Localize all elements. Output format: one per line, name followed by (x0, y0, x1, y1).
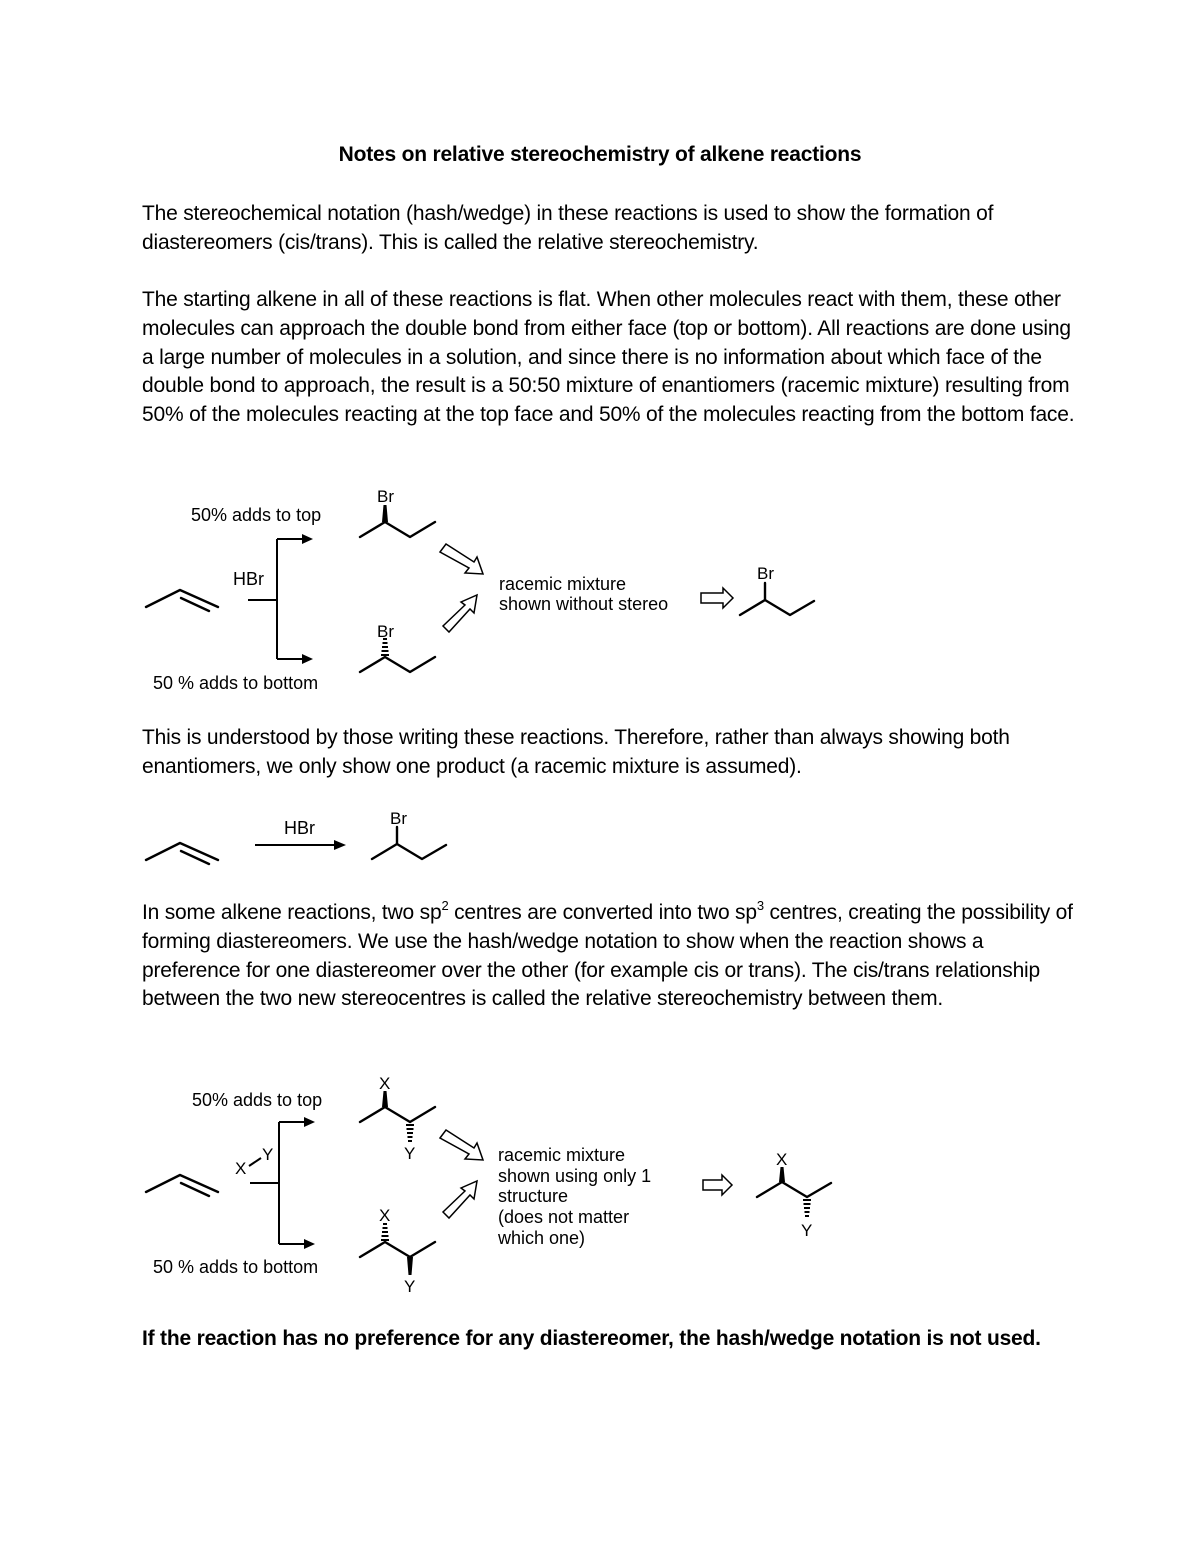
racemic-label-line2: shown without stereo (499, 594, 669, 614)
svg-text:which one): which one) (498, 1228, 586, 1248)
paragraph-intro: The stereochemical notation (hash/wedge) in these reactions is used to show the formation of diastereomers (cis/trans). This is called the relative stereochemistry. (142, 202, 994, 254)
reaction-scheme-hbr-simple (0, 808, 1200, 878)
paragraph-racemic: The starting alkene in all of these reactions is flat. When other molecules react with them, these other molecules can approach the double bond from either face (top or bottom). All reactions are done using a large number of molecules in a solution, and since there is no information about which face of the double bond to approach, the result is a 50:50 mixture of enantiomers (racemic mixture) resulting from 50% of the molecules reacting at the top face and 50% of the molecules reacting from the bottom face. (142, 288, 1075, 427)
bottom-face-label: 50 % adds to bottom (153, 1257, 319, 1277)
atom-label: Br (377, 622, 394, 641)
svg-text:X: X (379, 1206, 391, 1225)
top-face-label: 50% adds to top (192, 1090, 323, 1110)
product-no-stereo-structure (740, 564, 814, 615)
hollow-arrow-icon (440, 544, 483, 574)
bottom-face-label: 50 % adds to bottom (153, 673, 319, 693)
hollow-arrow-icon (443, 595, 477, 632)
branch-arrows (248, 534, 313, 664)
racemic-label-line1: racemic mixture (499, 574, 627, 594)
implies-arrow-icon (701, 588, 733, 608)
paragraph-understood: This is understood by those writing these reactions. Therefore, rather than always showing both enantiomers, we only show one product (a racemic mixture is assumed). (142, 726, 1010, 778)
svg-text:X: X (235, 1159, 247, 1178)
svg-text:(does not matter: (does not matter (498, 1207, 630, 1227)
reagent-label: HBr (233, 569, 264, 589)
atom-label: Br (390, 809, 407, 828)
paragraph-diastereomers: In some alkene reactions, two $sp^2$ centres are converted into two $sp^3$ centres, creating the possibility of forming diastereomers. We use the hash/wedge notation to show when the reaction shows a preference for one diastereomer over the other (for example cis or trans). The cis/trans relationship between the two new stereocentres is called the relative stereochemistry between them. (142, 898, 1073, 1011)
branch-arrows (250, 1117, 315, 1249)
reagent-label: HBr (284, 818, 315, 838)
atom-label: Br (377, 487, 394, 506)
svg-text:shown using only 1: shown using only 1 (498, 1166, 652, 1186)
product-structure (372, 809, 446, 859)
svg-text:Y: Y (801, 1221, 813, 1240)
product-wedge-structure (360, 487, 435, 537)
svg-text:structure: structure (498, 1186, 569, 1206)
reaction-scheme-xy-addition (0, 1070, 1200, 1300)
product-top-structure (360, 1074, 435, 1163)
reaction-arrow-icon (255, 840, 346, 850)
alkene-structure (146, 843, 218, 864)
hollow-arrow-icon (443, 1181, 477, 1218)
implies-arrow-icon (703, 1175, 732, 1195)
reagent-xy (235, 1145, 273, 1178)
reaction-scheme-hbr-faces (0, 480, 1200, 700)
alkene-structure (146, 1175, 218, 1196)
svg-text:Y: Y (262, 1145, 274, 1164)
racemic-label (497, 1145, 651, 1248)
product-bottom-structure (360, 1206, 435, 1296)
svg-text:Y: Y (404, 1144, 416, 1163)
page-title: Notes on relative stereochemistry of alkene reactions (338, 143, 862, 166)
svg-text:X: X (776, 1150, 788, 1169)
product-single-structure (757, 1150, 831, 1240)
svg-text:racemic mixture: racemic mixture (498, 1145, 626, 1165)
atom-label: Br (757, 564, 774, 583)
svg-text:X: X (379, 1074, 391, 1093)
top-face-label: 50% adds to top (191, 505, 322, 525)
alkene-structure (146, 590, 218, 611)
paragraph-no-preference: If the reaction has no preference for any diastereomer, the hash/wedge notation is not used. (142, 1327, 1041, 1350)
svg-text:Y: Y (404, 1277, 416, 1296)
product-hash-structure (360, 622, 435, 672)
hollow-arrow-icon (440, 1130, 483, 1160)
